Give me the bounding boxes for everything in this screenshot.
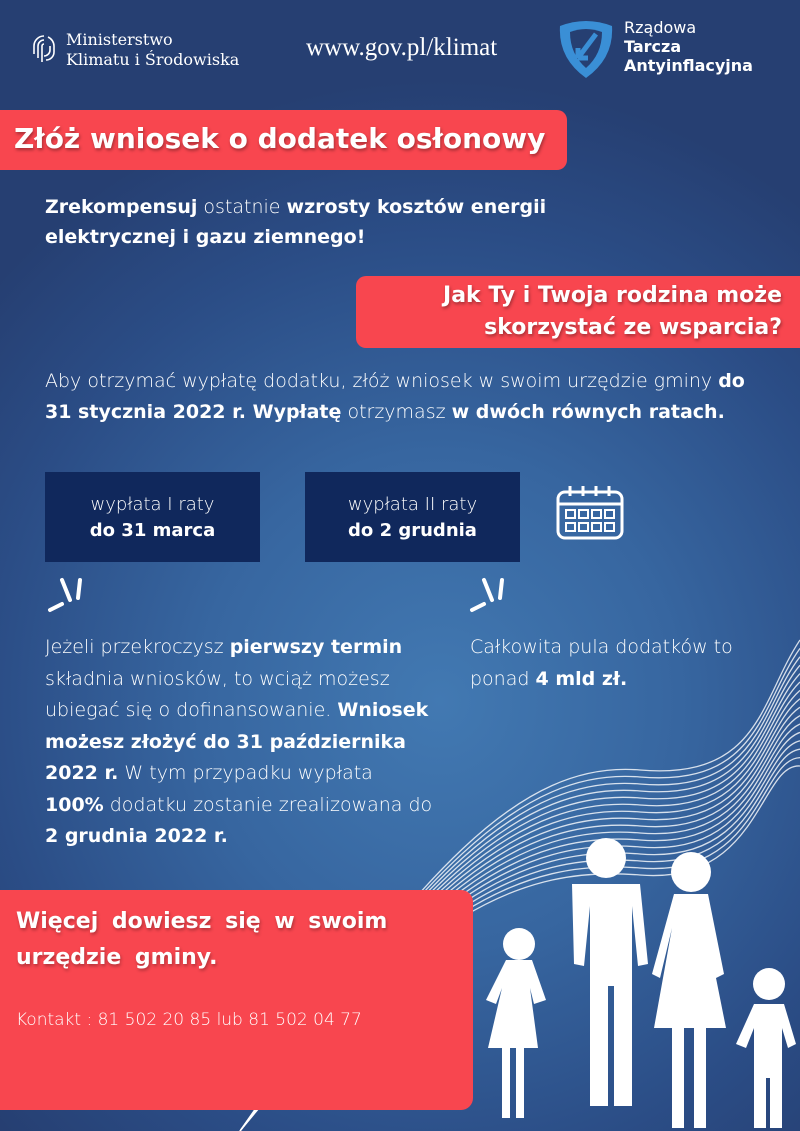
tarcza-logo: [556, 18, 753, 80]
t: pierwszy termin: [229, 636, 403, 658]
question-banner: [356, 276, 800, 348]
t: 4 mld zł.: [535, 667, 628, 690]
tarcza-line2: Tarcza: [624, 37, 682, 56]
p-part-c: otrzymasz: [341, 401, 452, 423]
question-line1: Jak Ty i Twoja rodzina może: [443, 283, 782, 308]
t: 100%: [45, 793, 104, 816]
installment-date: do 31 marca: [89, 520, 216, 541]
intro-regular: ostatnie: [197, 196, 287, 218]
fingerprint-icon: [30, 32, 58, 68]
t: Jeżeli przekroczysz: [45, 636, 230, 658]
p-part-a: Aby otrzymać wypłatę dodatku, złóż wniosek w swoim urzędzie gminy: [45, 370, 719, 392]
t: Całkowita pula dodatków to ponad: [470, 636, 733, 690]
more-info-box: [0, 890, 473, 1110]
t: Wniosek możesz złożyć do 31 października 2022 r.: [45, 699, 429, 784]
intro-bold-2: wzrosty kosztów energii elektrycznej i gazu ziemnego!: [45, 196, 547, 248]
total-pool-text: [470, 632, 740, 695]
burst-icon: [468, 574, 508, 614]
p-part-b: do 31 stycznia 2022 r. Wypłatę: [45, 370, 745, 423]
t: W tym przypadku wypłata: [118, 762, 373, 784]
deadline-paragraph: [45, 366, 775, 428]
installment-label: wypłata II raty: [347, 494, 478, 515]
late-application-text: [45, 632, 435, 853]
intro-text: [45, 192, 565, 252]
ministry-name-line1: Ministerstwo: [66, 30, 173, 49]
family-silhouette: [486, 836, 800, 1131]
p-part-d: w dwóch równych ratach.: [451, 401, 725, 423]
tarcza-line1: Rządowa: [624, 18, 697, 37]
t: składnia wniosków, to wciąż możesz ubiegać się o dofinansowanie.: [45, 667, 390, 721]
page-title: Złóż wniosek o dodatek osłonowy: [0, 110, 567, 170]
installment-label: wypłata I raty: [90, 494, 215, 515]
cta-heading: Więcej dowiesz się w swoim urzędzie gminy.: [16, 909, 388, 970]
website-url: www.gov.pl/klimat: [306, 34, 498, 61]
calendar-icon: [556, 484, 626, 542]
installment-date: do 2 grudnia: [348, 520, 477, 541]
shield-icon: [556, 18, 616, 80]
intro-bold-1: Zrekompensuj: [45, 196, 198, 218]
contact-phone: Kontakt : 81 502 20 85 lub 81 502 04 77: [16, 1010, 362, 1030]
burst-icon: [46, 574, 86, 614]
ministry-logo: [30, 30, 239, 70]
tarcza-line3: Antyinflacyjna: [624, 56, 753, 75]
installment-box-2: [305, 472, 520, 562]
t: dodatku zostanie zrealizowana do: [103, 793, 433, 816]
ministry-name-line2: Klimatu i Środowiska: [66, 50, 240, 69]
installment-box-1: [45, 472, 260, 562]
question-line2: skorzystać ze wsparcia?: [484, 315, 782, 340]
t: 2 grudnia 2022 r.: [45, 825, 228, 847]
